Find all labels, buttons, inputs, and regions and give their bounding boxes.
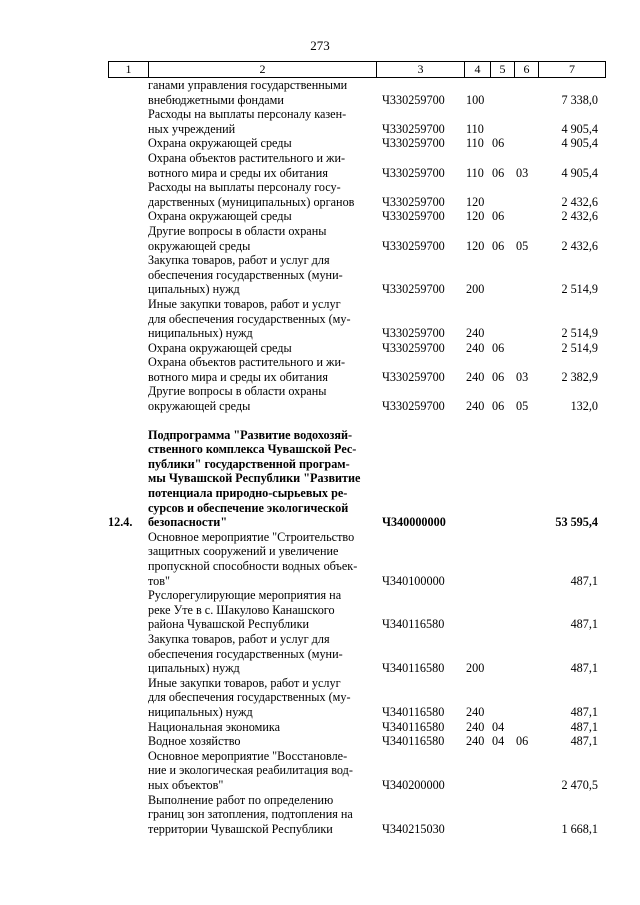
item-name bbox=[148, 297, 374, 341]
table-row bbox=[108, 209, 606, 224]
table-row bbox=[108, 632, 606, 676]
section-number: 12.4. bbox=[108, 515, 133, 530]
expense-type: 240 bbox=[466, 340, 485, 355]
item-name bbox=[148, 209, 374, 224]
item-name-line: ципальных) нужд bbox=[148, 661, 240, 676]
item-name bbox=[148, 107, 374, 136]
item-name-line: территории Чувашской Республики bbox=[148, 821, 333, 836]
table-row bbox=[108, 676, 606, 720]
target-code: Ч330259700 bbox=[382, 92, 445, 107]
target-code: Ч340116580 bbox=[382, 704, 445, 719]
item-name bbox=[148, 793, 374, 837]
item-name bbox=[148, 180, 374, 209]
amount: 2 470,5 bbox=[561, 777, 598, 792]
page-number: 273 bbox=[310, 38, 330, 53]
table-body bbox=[108, 78, 606, 836]
item-name-line: обеспечения государственных (муни- bbox=[148, 646, 343, 661]
expense-type: 240 bbox=[466, 734, 485, 749]
item-name-line: Национальная экономика bbox=[148, 719, 281, 734]
item-name-line: окружающей среды bbox=[148, 238, 251, 253]
item-name-line: Охрана окружающей среды bbox=[148, 209, 292, 224]
item-name-line: ниципальных) нужд bbox=[148, 326, 253, 341]
item-name-line: Охрана объектов растительного и жи- bbox=[148, 355, 346, 370]
item-name-line: границ зон затопления, подтопления на bbox=[148, 807, 353, 822]
item-name-line: ципальных) нужд bbox=[148, 282, 240, 297]
item-name bbox=[148, 749, 374, 793]
item-name-line: сурсов и обеспечение экологической bbox=[148, 500, 349, 515]
section-code: 04 bbox=[492, 734, 505, 749]
item-name-line: безопасности" bbox=[148, 515, 228, 530]
item-name-line: Другие вопросы в области охраны bbox=[148, 384, 327, 399]
item-name-line: ных объектов" bbox=[148, 777, 224, 792]
column-header: 4 bbox=[464, 62, 490, 77]
item-name-line: Закупка товаров, работ и услуг для bbox=[148, 631, 330, 646]
item-name-line: потенциала природно-сырьевых ре- bbox=[148, 486, 348, 501]
table-row bbox=[108, 151, 606, 180]
amount: 487,1 bbox=[570, 573, 598, 588]
item-name-line: мы Чувашской Республики "Развитие bbox=[148, 471, 361, 486]
item-name bbox=[148, 355, 374, 384]
target-code: Ч340116580 bbox=[382, 661, 445, 676]
item-name bbox=[148, 676, 374, 720]
target-code: Ч330259700 bbox=[382, 209, 445, 224]
item-name bbox=[148, 253, 374, 297]
item-name-line: окружающей среды bbox=[148, 399, 251, 414]
amount: 487,1 bbox=[570, 661, 598, 676]
table-row bbox=[108, 297, 606, 341]
amount: 132,0 bbox=[570, 399, 598, 414]
target-code: Ч340116580 bbox=[382, 734, 445, 749]
subsection-code: 06 bbox=[516, 734, 529, 749]
item-name bbox=[148, 224, 374, 253]
item-name bbox=[148, 384, 374, 413]
item-name-line: Охрана окружающей среды bbox=[148, 136, 292, 151]
item-name-line: Иные закупки товаров, работ и услуг bbox=[148, 675, 341, 690]
item-name-line: Другие вопросы в области охраны bbox=[148, 223, 327, 238]
item-name-line: Водное хозяйство bbox=[148, 734, 241, 749]
item-name bbox=[148, 78, 374, 107]
target-code: Ч340116580 bbox=[382, 719, 445, 734]
amount: 2 382,9 bbox=[561, 369, 598, 384]
amount: 1 668,1 bbox=[561, 821, 598, 836]
target-code: Ч340200000 bbox=[382, 777, 445, 792]
amount: 2 514,9 bbox=[561, 326, 598, 341]
amount: 4 905,4 bbox=[561, 165, 598, 180]
expense-type: 200 bbox=[466, 282, 485, 297]
section-code: 06 bbox=[492, 238, 505, 253]
target-code: Ч340000000 bbox=[382, 515, 446, 530]
table-row bbox=[108, 793, 606, 837]
item-name-line: обеспечения государственных (муни- bbox=[148, 267, 343, 282]
expense-type: 120 bbox=[466, 194, 485, 209]
item-name bbox=[148, 428, 374, 530]
table-row bbox=[108, 78, 606, 107]
item-name-line: ных учреждений bbox=[148, 121, 236, 136]
target-code: Ч330259700 bbox=[382, 282, 445, 297]
target-code: Ч330259700 bbox=[382, 194, 445, 209]
item-name-line: вотного мира и среды их обитания bbox=[148, 369, 328, 384]
expense-type: 200 bbox=[466, 661, 485, 676]
table-row bbox=[108, 180, 606, 209]
target-code: Ч330259700 bbox=[382, 340, 445, 355]
item-name bbox=[148, 588, 374, 632]
item-name-line: публики" государственной програм- bbox=[148, 456, 350, 471]
amount: 4 905,4 bbox=[561, 121, 598, 136]
item-name-line: ниципальных) нужд bbox=[148, 704, 253, 719]
target-code: Ч330259700 bbox=[382, 238, 445, 253]
item-name-line: для обеспечения государственных (му- bbox=[148, 311, 351, 326]
subsection-code: 05 bbox=[516, 238, 529, 253]
item-name bbox=[148, 734, 374, 749]
table-row bbox=[108, 107, 606, 136]
section-code: 06 bbox=[492, 340, 505, 355]
table-row bbox=[108, 734, 606, 749]
item-name bbox=[148, 530, 374, 588]
item-name-line: ние и экологическая реабилитация вод- bbox=[148, 763, 353, 778]
item-name-line: Закупка товаров, работ и услуг для bbox=[148, 253, 330, 268]
subsection-code: 03 bbox=[516, 369, 529, 384]
table-row bbox=[108, 136, 606, 151]
expense-type: 100 bbox=[466, 92, 485, 107]
item-name-line: Расходы на выплаты персоналу госу- bbox=[148, 180, 341, 195]
table-row bbox=[108, 341, 606, 356]
amount: 2 514,9 bbox=[561, 282, 598, 297]
item-name-line: тов" bbox=[148, 573, 170, 588]
subsection-code: 03 bbox=[516, 165, 529, 180]
amount: 2 432,6 bbox=[561, 209, 598, 224]
item-name-line: Выполнение работ по определению bbox=[148, 792, 334, 807]
item-name-line: района Чувашской Республики bbox=[148, 617, 310, 632]
table-row bbox=[108, 253, 606, 297]
item-name-line: Охрана объектов растительного и жи- bbox=[148, 150, 346, 165]
item-name-line: защитных сооружений и увеличение bbox=[148, 544, 339, 559]
item-name-line: дарственных (муниципальных) органов bbox=[148, 194, 355, 209]
item-name-line: ганами управления государственными bbox=[148, 78, 348, 92]
item-name-line: ственного комплекса Чувашской Рес- bbox=[148, 442, 357, 457]
section-code: 06 bbox=[492, 209, 505, 224]
expense-type: 110 bbox=[466, 136, 484, 151]
target-code: Ч330259700 bbox=[382, 165, 445, 180]
table-row bbox=[108, 384, 606, 413]
amount: 487,1 bbox=[570, 704, 598, 719]
section-code: 06 bbox=[492, 136, 505, 151]
table-row bbox=[108, 224, 606, 253]
table-row bbox=[108, 720, 606, 735]
item-name-line: вотного мира и среды их обитания bbox=[148, 165, 328, 180]
amount: 2 432,6 bbox=[561, 194, 598, 209]
target-code: Ч330259700 bbox=[382, 399, 445, 414]
item-name-line: внебюджетными фондами bbox=[148, 92, 284, 107]
expense-type: 240 bbox=[466, 399, 485, 414]
item-name-line: Охрана окружающей среды bbox=[148, 340, 292, 355]
section-code: 06 bbox=[492, 165, 505, 180]
target-code: Ч330259700 bbox=[382, 326, 445, 341]
column-header: 7 bbox=[538, 62, 606, 77]
item-name bbox=[148, 720, 374, 735]
expense-type: 110 bbox=[466, 121, 484, 136]
item-name-line: Основное мероприятие "Восстановле- bbox=[148, 748, 348, 763]
expense-type: 120 bbox=[466, 209, 485, 224]
amount: 2 514,9 bbox=[561, 340, 598, 355]
item-name-line: Подпрограмма "Развитие водохозяй- bbox=[148, 427, 353, 442]
item-name bbox=[148, 136, 374, 151]
item-name-line: Основное мероприятие "Строительство bbox=[148, 529, 355, 544]
amount: 2 432,6 bbox=[561, 238, 598, 253]
target-code: Ч340116580 bbox=[382, 617, 445, 632]
row-spacer bbox=[108, 414, 606, 428]
subsection-code: 05 bbox=[516, 399, 529, 414]
amount: 4 905,4 bbox=[561, 136, 598, 151]
section-code: 04 bbox=[492, 719, 505, 734]
expense-type: 120 bbox=[466, 238, 485, 253]
table-row bbox=[108, 428, 606, 530]
amount: 7 338,0 bbox=[561, 92, 598, 107]
item-name-line: Иные закупки товаров, работ и услуг bbox=[148, 296, 341, 311]
amount: 487,1 bbox=[570, 719, 598, 734]
target-code: Ч340100000 bbox=[382, 573, 445, 588]
target-code: Ч340215030 bbox=[382, 821, 445, 836]
expense-type: 240 bbox=[466, 719, 485, 734]
table-header bbox=[108, 61, 606, 78]
column-header: 3 bbox=[376, 62, 464, 77]
column-header: 5 bbox=[490, 62, 514, 77]
amount: 487,1 bbox=[570, 734, 598, 749]
item-name-line: реке Уте в с. Шакулово Канашского bbox=[148, 602, 335, 617]
table-row bbox=[108, 749, 606, 793]
column-header: 1 bbox=[108, 62, 148, 77]
expense-type: 240 bbox=[466, 326, 485, 341]
section-code: 06 bbox=[492, 399, 505, 414]
expense-type: 240 bbox=[466, 704, 485, 719]
column-header: 2 bbox=[148, 62, 376, 77]
table-row bbox=[108, 588, 606, 632]
item-name-line: Руслорегулирующие мероприятия на bbox=[148, 588, 342, 603]
item-name bbox=[148, 341, 374, 356]
target-code: Ч330259700 bbox=[382, 121, 445, 136]
section-code: 06 bbox=[492, 369, 505, 384]
expense-type: 240 bbox=[466, 369, 485, 384]
item-name-line: пропускной способности водных объек- bbox=[148, 559, 358, 573]
item-name bbox=[148, 632, 374, 676]
table-row bbox=[108, 355, 606, 384]
column-header: 6 bbox=[514, 62, 538, 77]
amount: 487,1 bbox=[570, 617, 598, 632]
table-row bbox=[108, 530, 606, 588]
item-name bbox=[148, 151, 374, 180]
expense-type: 110 bbox=[466, 165, 484, 180]
target-code: Ч330259700 bbox=[382, 369, 445, 384]
item-name-line: Расходы на выплаты персоналу казен- bbox=[148, 107, 347, 122]
item-name-line: для обеспечения государственных (му- bbox=[148, 690, 351, 705]
amount: 53 595,4 bbox=[555, 515, 598, 530]
target-code: Ч330259700 bbox=[382, 136, 445, 151]
